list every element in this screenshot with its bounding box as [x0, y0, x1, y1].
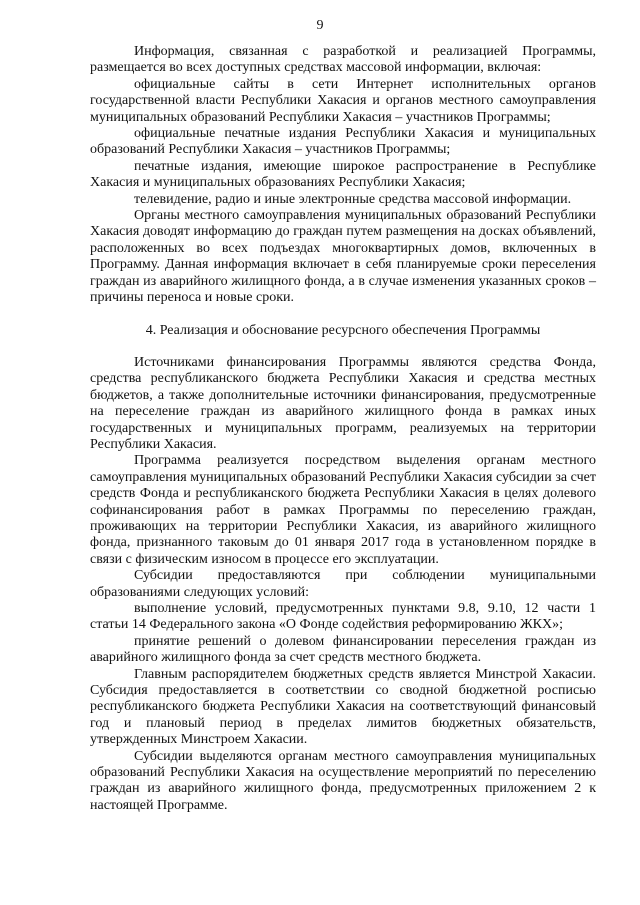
document-body — [90, 44, 596, 814]
page-number: 9 — [316, 18, 324, 33]
list-item: выполнение условий, предусмотренных пунктами 9.8, 9.10, 12 части 1 статьи 14 Федерального закона «О Фонде содействия реформированию ЖКХ»; — [90, 601, 596, 633]
list-item: телевидение, радио и иные электронные средства массовой информации. — [134, 191, 572, 207]
list-item: официальные печатные издания Республики Хакасия и муниципальных образований Республики Хакасия – участников Программы; — [90, 126, 596, 158]
paragraph: Информация, связанная с разработкой и реализацией Программы, размещается во всех доступных средствах массовой информации, включая: — [90, 44, 596, 76]
paragraph: Субсидии выделяются органам местного самоуправления муниципальных образований Республики Хакасия на осуществление мероприятий по переселению граждан из аварийного жилищного фонда, предусмотренных приложением 2 к настоящей Программе. — [90, 748, 596, 813]
paragraph: Главным распорядителем бюджетных средств является Минстрой Хакасии. Субсидия предоставляется в соответствии со сводной бюджетной росписью республиканского бюджета Республики Хакасия на соответствующий финансовый год и плановый период в пределах лимитов бюджетных обязательств, утвержденных Минстроем Хакасии. — [90, 666, 596, 748]
paragraph: Программа реализуется посредством выделения органам местного самоуправления муниципальных образований Республики Хакасия субсидии за счет средств Фонда и республиканского бюджета Республики Хакасия в целях долевого софинансирования работ в рамках Программы по переселению граждан, проживающих на территории Республики Хакасия, из аварийного жилищного фонда, признанного таковым до 01 января 2017 года в установленном порядке в связи с физическим износом в процессе его эксплуатации. — [90, 453, 596, 567]
paragraph: Органы местного самоуправления муниципальных образований Республики Хакасия доводят информацию до граждан путем размещения на досках объявлений, расположенных во всех подъездах многоквартирных домов, включенных в Программу. Данная информация включает в себя планируемые сроки переселения граждан из аварийного жилищного фонда, а в случае изменения указанных сроков – причины переноса и новые сроки. — [90, 208, 596, 306]
list-item: принятие решений о долевом финансировании переселения граждан из аварийного жилищного фонда за счет средств местного бюджета. — [90, 633, 596, 666]
list-item: печатные издания, имеющие широкое распространение в Республике Хакасия и муниципальных образованиях Республики Хакасия; — [90, 158, 596, 191]
paragraph: Субсидии предоставляются при соблюдении муниципальными образованиями следующих условий: — [90, 568, 596, 600]
section-heading: 4. Реализация и обоснование ресурсного обеспечения Программы — [145, 322, 541, 338]
list-item: официальные сайты в сети Интернет исполнительных органов государственной власти Республики Хакасия и органов местного самоуправления муниципальных образований Республики Хакасия – участников Программы; — [90, 76, 596, 125]
paragraph: Источниками финансирования Программы являются средства Фонда, средства республиканского бюджета Республики Хакасия и средства местных бюджетов, а также дополнительные источники финансирования, предусмотренные на переселение граждан из аварийного жилищного фонда в рамках иных государственных и муниципальных программ, реализуемых на территории Республики Хакасия. — [90, 354, 596, 452]
